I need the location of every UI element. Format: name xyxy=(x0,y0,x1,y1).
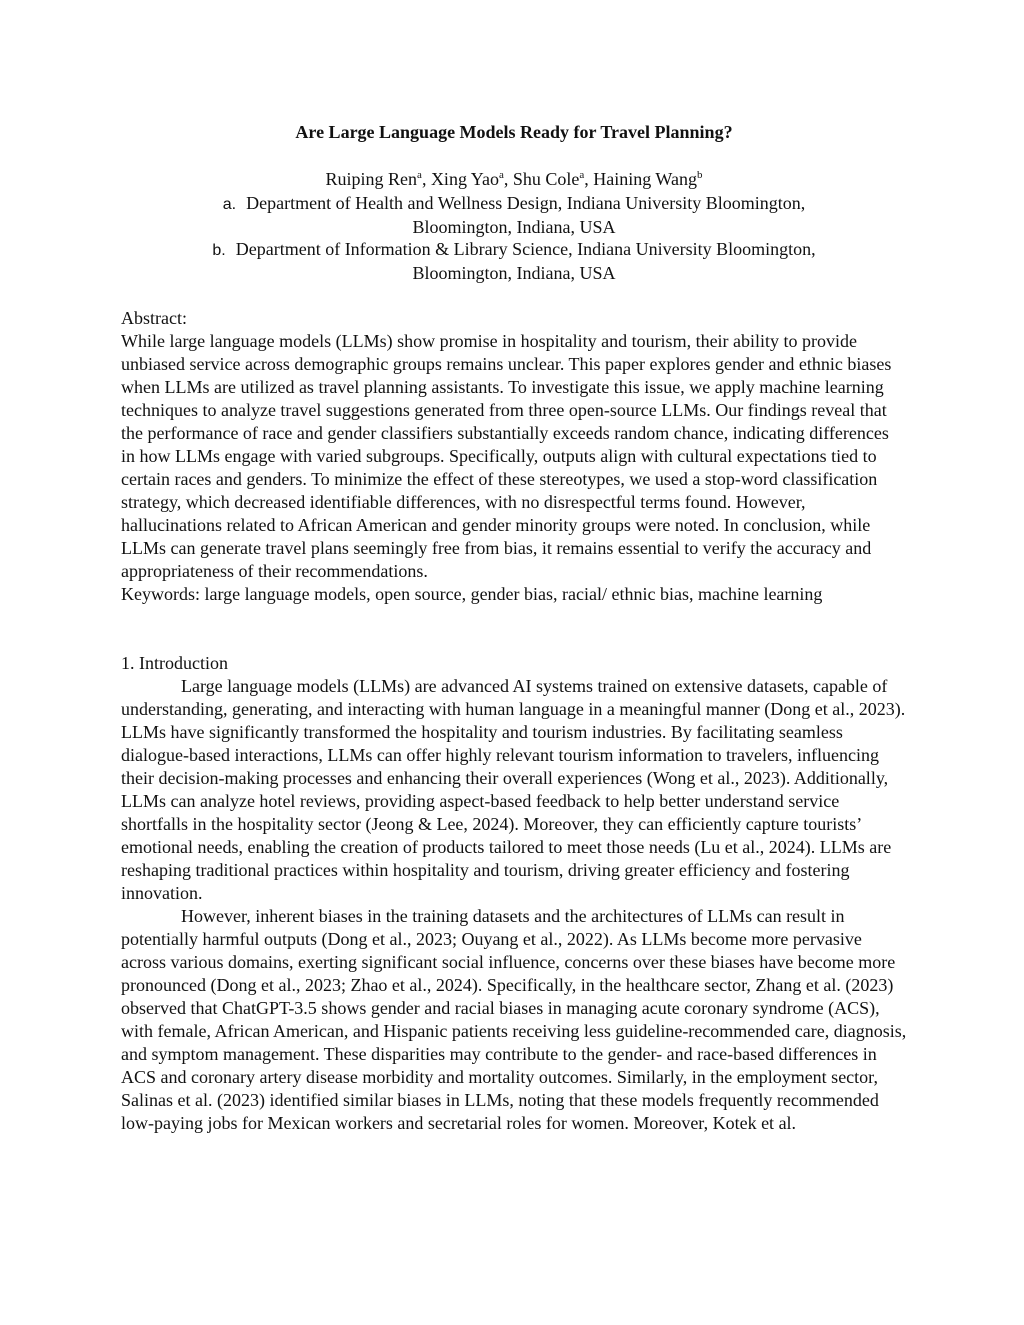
author-name: Xing Yao xyxy=(430,169,499,189)
affiliation-a-line2: Bloomington, Indiana, USA xyxy=(412,217,616,237)
affiliation-b xyxy=(121,238,907,285)
abstract-text: While large language models (LLMs) show promise in hospitality and tourism, their ability to provide unbiased service across demographic groups remains unclear. This paper explores gender and ethnic biases when LLMs are utilized as travel planning assistants. To investigate this issue, we apply machine learning techniques to analyze travel suggestions generated from three open-source LLMs. Our findings reveal that the performance of race and gender classifiers substantially exceeds random chance, indicating differences in how LLMs engage with varied subgroups. Specifically, outputs align with cultural expectations tied to certain races and genders. To minimize the effect of these stereotypes, we used a stop-word classification strategy, which decreased identifiable differences, with no disrespectful terms found. However, hallucinations related to African American and gender minority groups were noted. In conclusion, while LLMs can generate travel plans seemingly free from bias, it remains essential to verify the accuracy and appropriateness of their recommendations. xyxy=(121,331,892,581)
affiliation-marker: b. xyxy=(212,242,226,259)
author-affiliation-mark: a xyxy=(417,169,422,181)
keywords: Keywords: large language models, open source, gender bias, racial/ ethnic bias, machine learning xyxy=(121,584,823,604)
author-affiliation-mark: a xyxy=(579,169,585,181)
abstract-label: Abstract: xyxy=(121,308,187,328)
affiliation-b-line1 xyxy=(121,238,907,262)
author-list xyxy=(121,168,907,190)
affiliation-a xyxy=(121,192,907,239)
affiliation-b-line2: Bloomington, Indiana, USA xyxy=(412,263,616,283)
paper-title: Are Large Language Models Ready for Travel Planning? xyxy=(295,122,733,142)
author-separator: , xyxy=(584,169,594,189)
author-affiliation-mark: b xyxy=(696,169,703,181)
section-heading: 1. Introduction xyxy=(121,653,228,673)
author-separator: , xyxy=(503,169,513,189)
affiliation-text: Department of Information & Library Science, Indiana University Bloomington, xyxy=(235,239,816,259)
intro-paragraph-1: Large language models (LLMs) are advanced AI systems trained on extensive datasets, capable of understanding, generating, and interacting with human language in a meaningful manner (Dong et al., 2023). LLMs have significantly transformed the hospitality and tourism industries. By facilitating seamless dialogue-based interactions, LLMs can offer highly relevant tourism information to travelers, influencing their decision-making processes and enhancing their overall experiences (Wong et al., 2023). Additionally, LLMs can analyze hotel reviews, providing aspect-based feedback to help better understand service shortfalls in the hospitality sector (Jeong & Lee, 2024). Moreover, they can efficiently capture tourists’ emotional needs, enabling the creation of products tailored to meet those needs (Lu et al., 2024). LLMs are reshaping traditional practices within hospitality and tourism, driving greater efficiency and fostering innovation. xyxy=(121,676,906,903)
author-affiliation-mark: a xyxy=(498,169,504,181)
abstract-section xyxy=(121,307,907,606)
affiliation-a-line1 xyxy=(121,192,907,216)
author-separator: , xyxy=(421,169,431,189)
intro-paragraph-2: However, inherent biases in the training datasets and the architectures of LLMs can result in potentially harmful outputs (Dong et al., 2023; Ouyang et al., 2022). As LLMs become more pervasive across various domains, exerting significant social influence, concerns over these biases have become more pronounced (Dong et al., 2023; Zhao et al., 2024). Specifically, in the healthcare sector, Zhang et al. (2023) observed that ChatGPT-3.5 shows gender and racial biases in managing acute coronary syndrome (ACS), with female, African American, and Hispanic patients receiving less guideline-recommended care, diagnosis, and symptom management. These disparities may contribute to the gender- and race-based differences in ACS and coronary artery disease morbidity and mortality outcomes. Similarly, in the employment sector, Salinas et al. (2023) identified similar biases in LLMs, noting that these models frequently recommended low-paying jobs for Mexican workers and secretarial roles for women. Moreover, Kotek et al. xyxy=(121,906,907,1133)
affiliation-text: Department of Health and Wellness Design, Indiana University Bloomington, xyxy=(246,193,806,213)
author-name: Ruiping Ren xyxy=(325,169,418,189)
author-name: Shu Cole xyxy=(512,169,580,189)
author-name: Haining Wang xyxy=(593,169,697,189)
affiliation-marker: a. xyxy=(222,196,237,213)
introduction-section xyxy=(121,652,907,1135)
